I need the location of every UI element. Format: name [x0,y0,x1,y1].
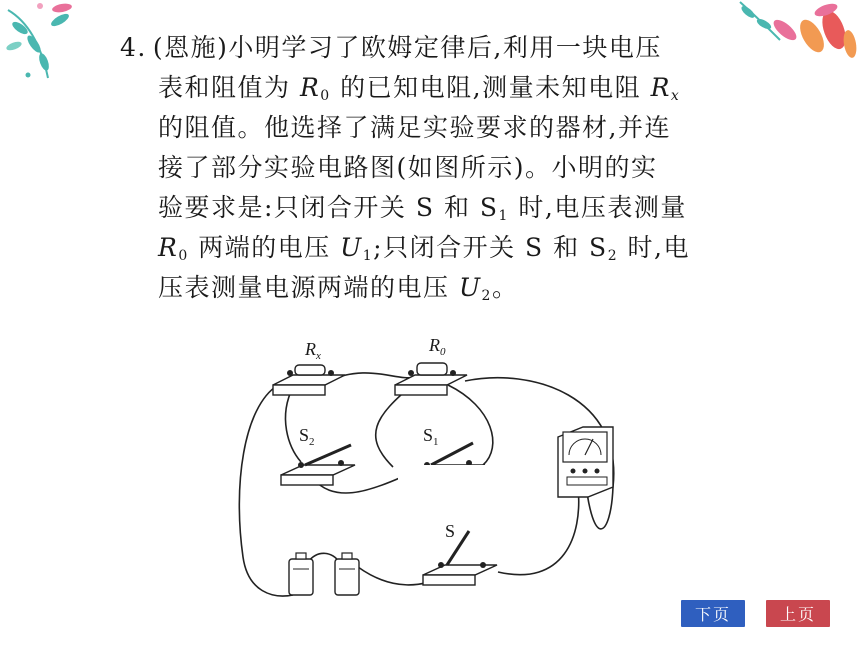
label-s1: $S_1$ [423,425,439,448]
blank-answer-area [398,465,563,515]
circuit-diagram [233,337,626,607]
symbol-U2: $U_2$ [458,273,492,304]
problem-line-6: $R_0$ 两端的电压 $U_1$;只闭合开关 S 和 $S_2$ 时,电 [158,233,691,264]
battery-left [289,553,313,595]
problem-text [120,28,760,308]
corner-leaves-decoration-left [0,0,120,90]
problem-line-3: 的阻值。他选择了满足实验要求的器材,并连 [158,113,671,142]
symbol-R0: $R_0$ [158,233,189,264]
battery-right [335,553,359,595]
problem-line-7: 压表测量电源两端的电压 $U_2$。 [158,273,519,304]
label-rx: $R_x$ [305,339,321,362]
problem-line-2: 表和阻值为 $R_0$ 的已知电阻,测量未知电阻 Rx [158,73,681,104]
symbol-R0: $R_0$ [299,73,331,104]
voltmeter [558,427,613,497]
symbol-U1: $U_1$ [340,233,374,264]
problem-line-1: 4. (恩施)小明学习了欧姆定律后,利用一块电压 [120,33,662,62]
problem-number: 4. [120,33,147,62]
next-page-button[interactable]: 下页 [681,600,745,627]
symbol-Rx: Rx [650,73,681,104]
previous-page-button[interactable]: 上页 [766,600,830,627]
label-r0: $R_0$ [429,337,446,358]
label-s2: $S_2$ [299,425,315,448]
problem-source: (恩施) [152,33,229,62]
problem-line-4: 接了部分实验电路图(如图所示)。小明的实 [158,153,658,182]
problem-line-5: 验要求是:只闭合开关 S 和 $S_1$ 时,电压表测量 [158,193,687,224]
label-s: S [445,521,456,541]
